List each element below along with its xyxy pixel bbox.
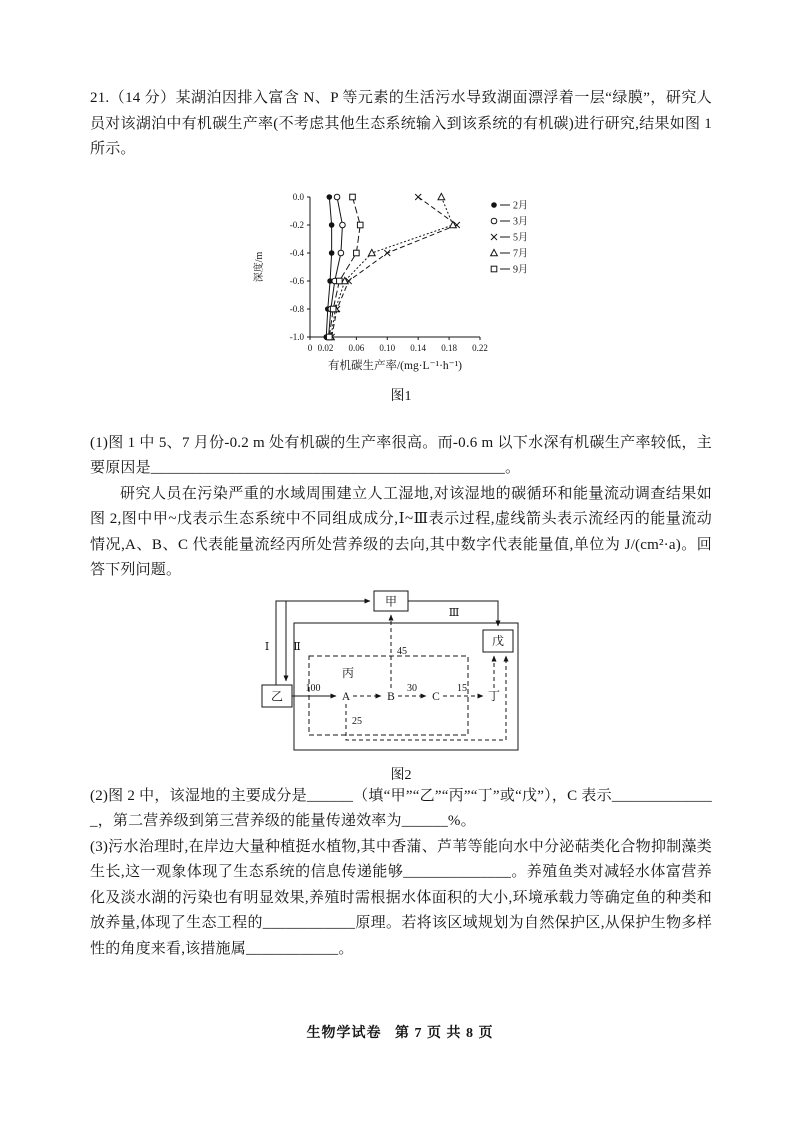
label-jia: 甲 xyxy=(384,594,398,608)
y-tick-label: -0.6 xyxy=(289,275,304,286)
chart-axes xyxy=(290,192,488,353)
page-footer xyxy=(0,1022,800,1042)
y-tick-label: 0.0 xyxy=(292,191,304,202)
arrow-process-I xyxy=(276,601,370,685)
question-21-part1: (1)图 1 中 5、7 月份-0.2 m 处有机碳的生产率很高。而-0.6 m 以下水深有机碳生产率较低，主要原因是______________________________________________。 xyxy=(90,434,712,476)
chart-series-9月 xyxy=(327,194,364,340)
figure-1 xyxy=(90,185,712,405)
label-A: A xyxy=(341,690,351,703)
y-tick-label: -0.4 xyxy=(289,247,304,258)
label-process-II: Ⅱ xyxy=(293,640,301,653)
chart-series-2月 xyxy=(323,194,334,340)
diagram-structure xyxy=(262,591,518,750)
footer-page-number: 第 7 页 共 8 页 xyxy=(395,1026,494,1041)
chart-legend xyxy=(491,199,528,275)
legend-label: 9月 xyxy=(513,264,528,275)
figure-1-chart xyxy=(246,185,556,379)
figure-2-caption: 图2 xyxy=(390,767,412,783)
x-tick-label: 0 xyxy=(307,342,313,353)
figure-1-caption: 图1 xyxy=(390,388,412,404)
value-15: 15 xyxy=(457,682,467,694)
x-tick-label: 0.22 xyxy=(472,342,488,353)
question-21-part2: (2)图 2 中，该湿地的主要成分是______（填“甲”“乙”“丙”“丁”或“戊”），C 表示______________，第二营养级到第三营养级的能量传递效率为______%。 xyxy=(90,787,712,829)
figure-2-diagram xyxy=(256,588,546,758)
legend-label: 3月 xyxy=(513,216,528,227)
value-30: 30 xyxy=(407,682,417,694)
value-25: 25 xyxy=(352,715,362,727)
x-tick-label: 0.18 xyxy=(441,342,457,353)
chart-series-7月 xyxy=(327,193,456,339)
label-ding: 丁 xyxy=(487,688,501,703)
figure-2 xyxy=(90,588,712,784)
label-bing: 丙 xyxy=(341,665,355,680)
x-tick-label: 0.02 xyxy=(317,342,334,353)
label-yi: 乙 xyxy=(270,689,284,703)
y-tick-label: -0.2 xyxy=(289,219,304,230)
legend-label: 7月 xyxy=(513,248,528,259)
chart-ylabel: 深度/m xyxy=(254,251,265,282)
y-tick-label: -0.8 xyxy=(289,303,304,314)
chart-xlabel: 有机碳生产率/(mg·L⁻¹·h⁻¹) xyxy=(327,359,463,372)
y-tick-label: -1.0 xyxy=(289,331,304,342)
label-B: B xyxy=(387,690,395,703)
label-wu: 戊 xyxy=(491,633,505,648)
question-21-intro: 21.（14 分）某湖泊因排入富含 N、P 等元素的生活污水导致湖面漂浮着一层“绿膜”，研究人员对该湖泊中有机碳生产率(不考虑其他生态系统输入到该系统的有机碳)进行研究,结果如图 1 所示。 xyxy=(90,90,712,157)
label-process-I: Ⅰ xyxy=(264,640,270,653)
x-tick-label: 0.14 xyxy=(410,342,427,353)
value-100: 100 xyxy=(305,682,321,694)
label-process-III: Ⅲ xyxy=(448,606,460,619)
arrow-A-to-wu xyxy=(346,656,506,740)
x-tick-label: 0.06 xyxy=(348,342,365,353)
footer-exam-title: 生物学试卷 xyxy=(306,1026,382,1041)
label-C: C xyxy=(432,690,440,703)
value-45: 45 xyxy=(397,645,407,657)
legend-label: 5月 xyxy=(513,232,528,243)
x-tick-label: 0.10 xyxy=(379,342,396,353)
question-21-part3: (3)污水治理时,在岸边大量种植挺水植物,其中香蒲、芦苇等能向水中分泌萜类化合物抑制藻类生长,这一观象体现了生态系统的信息传递能够______________。养殖鱼类对减轻水体富营养化及淡水湖的污染也有明显效果,养殖时需根据水体面积的大小,环境承载力等确定鱼的种类和放养量,体现了生态工程的____________原理。若将该区域规划为自然保护区,从保护生物多样性的角度来看,该措施属____________。 xyxy=(90,838,712,957)
question-21-para2: 研究人员在污染严重的水域周围建立人工湿地,对该湿地的碳循环和能量流动调查结果如图 2,图中甲~戊表示生态系统中不同组成成分,Ⅰ~Ⅲ表示过程,虚线箭头表示流经丙的能量流动情况,A、B、C 代表能量流经丙所处营养级的去向,其中数字代表能量值,单位为 J/(cm²·a)。回答下列问题。 xyxy=(90,485,712,578)
legend-label: 2月 xyxy=(513,200,528,211)
